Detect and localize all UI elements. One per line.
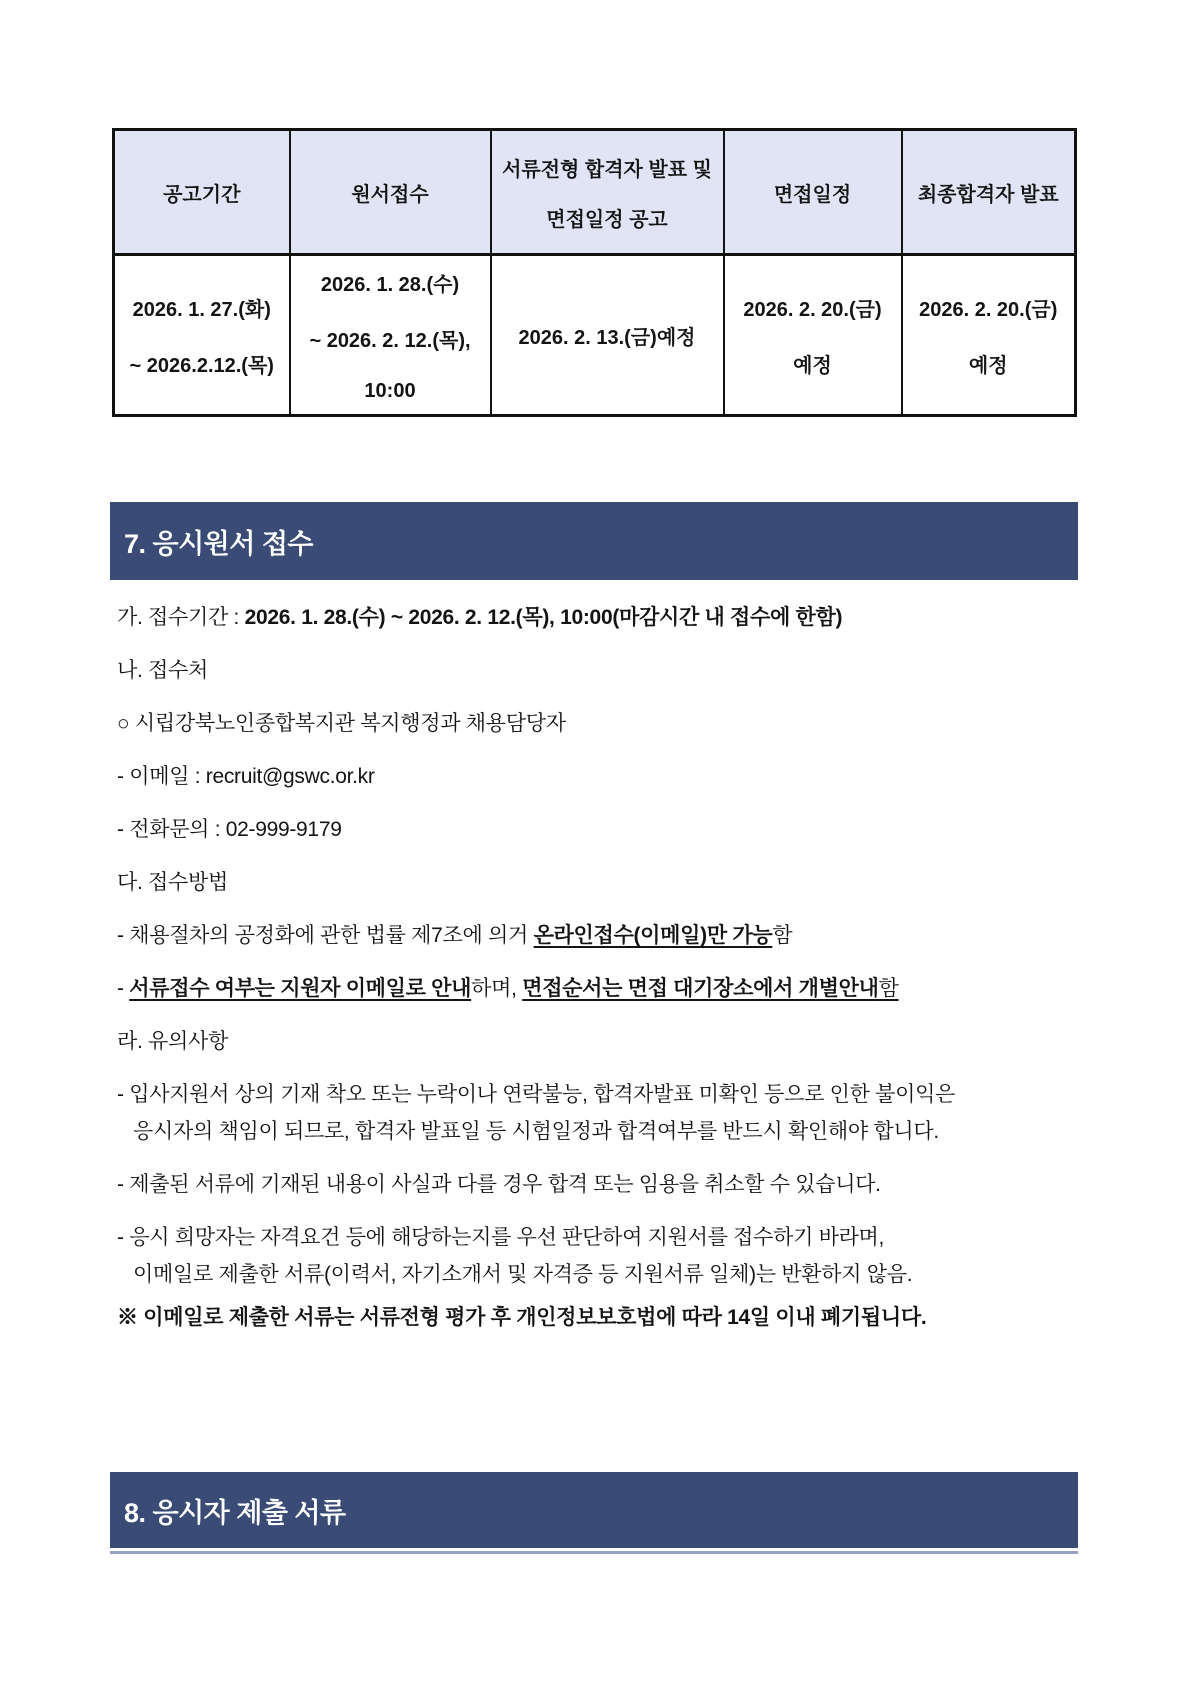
paragraph — [117, 817, 1082, 843]
paragraph — [117, 711, 1082, 737]
paragraph — [117, 870, 1082, 896]
paragraph — [117, 658, 1082, 684]
cell-text-line: ~ 2026.2.12.(목) — [129, 354, 274, 377]
header-application — [290, 130, 491, 255]
text-segment: 라. 유의사항 — [117, 1030, 228, 1053]
paragraph — [117, 605, 1082, 631]
text-segment: - 전화문의 : 02-999-9179 — [117, 818, 342, 841]
header-interview-date — [724, 130, 902, 255]
section-8-title: 8. 응시자 제출 서류 — [124, 1497, 346, 1528]
text-segment: - 제출된 서류에 기재된 내용이 사실과 다를 경우 합격 또는 임용을 취소할 수 있습니다. — [117, 1173, 881, 1196]
text-segment: - — [117, 977, 130, 1000]
cell-text-line: 2026. 2. 20.(금) — [919, 298, 1058, 321]
section-7-title: 7. 응시원서 접수 — [124, 528, 314, 559]
text-segment: 하며, — [471, 977, 523, 1000]
paragraph — [117, 1305, 1082, 1331]
cell-text-line: 예정 — [793, 354, 832, 377]
schedule-data-row — [114, 255, 1076, 416]
text-segment: 온라인접수(이메일)만 가능 — [533, 924, 773, 947]
paragraph — [117, 1172, 1082, 1198]
cell-text-line: 2026. 2. 13.(금)예정 — [518, 326, 696, 349]
paragraph — [117, 976, 1082, 1002]
paragraph — [117, 1082, 1082, 1108]
header-notice-period — [114, 130, 290, 255]
cell-text-line: 면접일정 — [773, 183, 852, 206]
text-segment: 이메일로 제출한 서류(이력서, 자기소개서 및 자격증 등 지원서류 일체)는 반환하지 않음. — [133, 1263, 913, 1286]
text-segment: - 채용절차의 공정화에 관한 법률 제7조에 의거 — [117, 924, 534, 947]
cell-text-line: 2026. 1. 28.(수) — [320, 273, 460, 296]
cell-text-line: 10:00 — [364, 379, 416, 402]
text-segment: - 입사지원서 상의 기재 착오 또는 누락이나 연락불능, 합격자발표 미확인 등으로 인한 불이익은 — [117, 1083, 956, 1106]
cell-text-line: 원서접수 — [351, 183, 429, 206]
paragraph-continuation — [117, 1119, 1082, 1145]
cell-text-line: 2026. 1. 27.(화) — [132, 298, 271, 321]
text-segment: 나. 접수처 — [117, 659, 209, 682]
text-segment: 함 — [772, 924, 793, 947]
text-segment: - 응시 희망자는 자격요건 등에 해당하는지를 우선 판단하여 지원서를 접수하기 바라며, — [117, 1226, 885, 1249]
text-segment: ○ 시립강북노인종합복지관 복지행정과 채용담당자 — [117, 712, 566, 735]
cell-final-pass-announcement — [902, 255, 1076, 416]
section-7-body — [117, 605, 1082, 1331]
text-segment: - 이메일 : recruit@gswc.or.kr — [117, 765, 375, 788]
cell-text-line: 예정 — [968, 354, 1008, 377]
cell-text-line: 서류전형 합격자 발표 및 — [502, 158, 712, 181]
text-segment: 서류접수 여부는 지원자 이메일로 안내 — [129, 977, 472, 1000]
paragraph — [117, 1225, 1082, 1251]
cell-notice-period — [114, 255, 290, 416]
paragraph — [117, 1029, 1082, 1055]
section-8-header — [110, 1472, 1078, 1548]
paragraph-continuation — [117, 1262, 1082, 1288]
cell-text-line: 최종합격자 발표 — [917, 183, 1059, 206]
section-7-header — [110, 502, 1078, 580]
cell-text-line: ~ 2026. 2. 12.(목), — [309, 329, 471, 352]
text-segment: 다. 접수방법 — [117, 871, 228, 894]
cell-document-pass-announcement — [491, 255, 724, 416]
text-segment: 가. 접수기간 : — [117, 606, 245, 629]
paragraph — [117, 764, 1082, 790]
cell-text-line: 공고기간 — [163, 183, 241, 206]
paragraph — [117, 923, 1082, 949]
schedule-table — [112, 128, 1077, 417]
text-segment: 함 — [878, 977, 899, 1000]
text-segment: 면접순서는 면접 대기장소에서 개별안내 — [522, 977, 879, 1000]
text-segment: 응시자의 책임이 되므로, 합격자 발표일 등 시험일정과 합격여부를 반드시 확인해야 합니다. — [133, 1120, 939, 1143]
schedule-header-row — [114, 130, 1076, 255]
cell-text-line: 면접일정 공고 — [546, 208, 668, 231]
header-final-pass-announcement — [902, 130, 1076, 255]
header-document-pass-announcement — [491, 130, 724, 255]
text-segment: 2026. 1. 28.(수) ~ 2026. 2. 12.(목), 10:00(마감시간 내 접수에 한함) — [244, 606, 843, 629]
cell-interview-date — [724, 255, 902, 416]
cell-application — [290, 255, 491, 416]
text-segment: ※ 이메일로 제출한 서류는 서류전형 평가 후 개인정보보호법에 따라 14일 이내 폐기됩니다. — [117, 1306, 927, 1329]
cell-text-line: 2026. 2. 20.(금) — [743, 298, 882, 321]
next-table-top-edge — [110, 1551, 1078, 1554]
